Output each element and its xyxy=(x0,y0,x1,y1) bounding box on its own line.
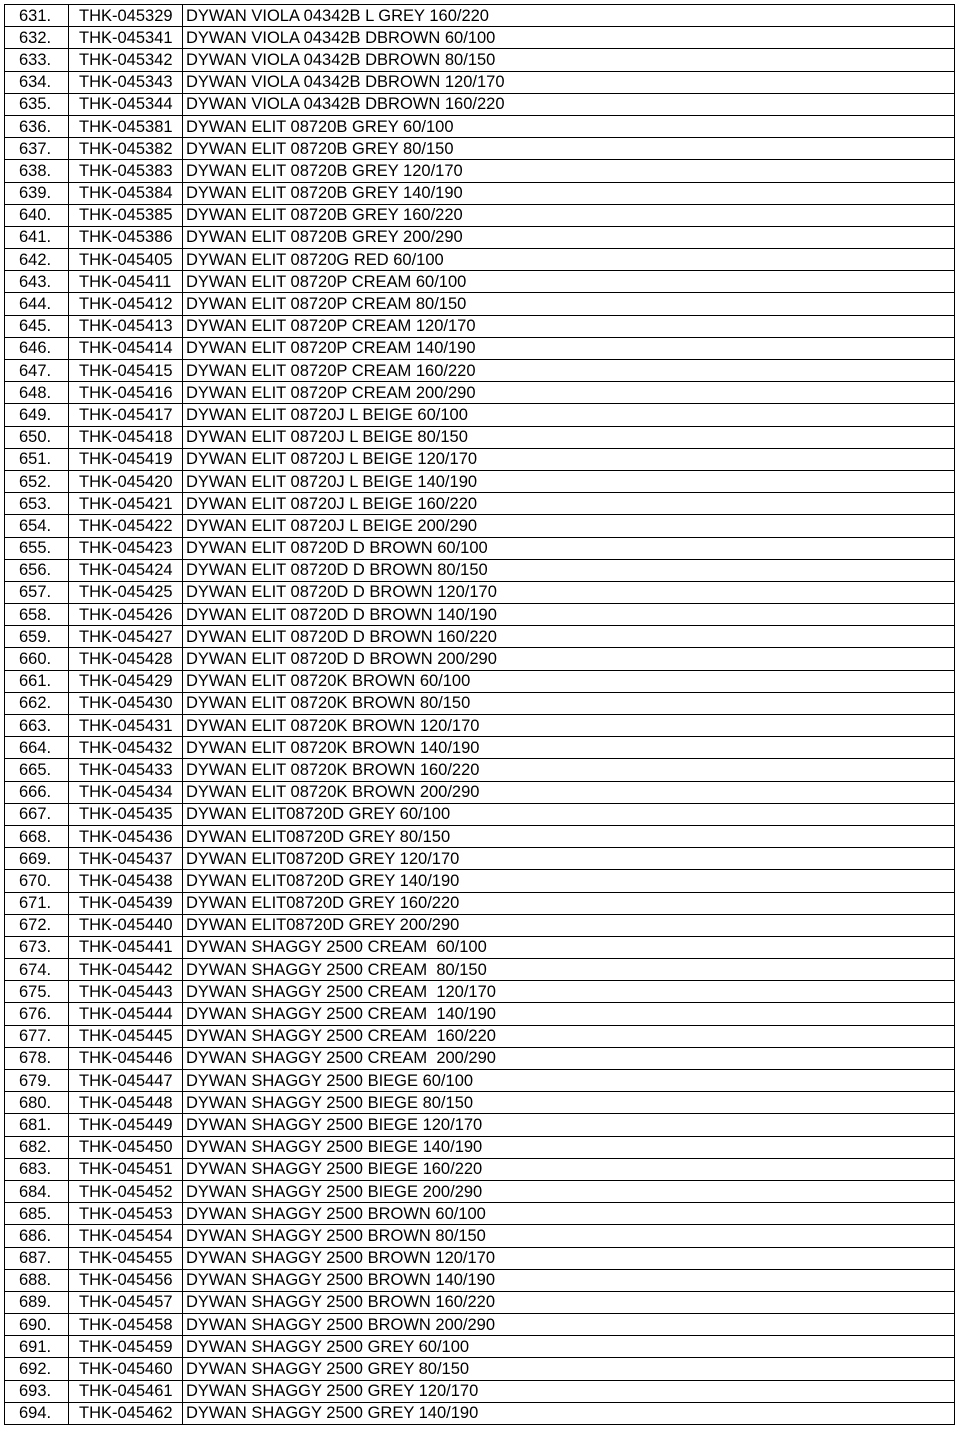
product-code-cell: THK-045449 xyxy=(69,1114,183,1136)
product-description-cell: DYWAN ELIT08720D GREY 160/220 xyxy=(183,892,955,914)
row-number-cell: 631. xyxy=(5,5,69,27)
product-code-cell: THK-045461 xyxy=(69,1380,183,1402)
product-code-cell: THK-045448 xyxy=(69,1092,183,1114)
product-description-cell: DYWAN VIOLA 04342B L GREY 160/220 xyxy=(183,5,955,27)
product-description-cell: DYWAN ELIT 08720P CREAM 160/220 xyxy=(183,360,955,382)
product-code-cell: THK-045441 xyxy=(69,936,183,958)
row-number-cell: 651. xyxy=(5,448,69,470)
row-number-cell: 669. xyxy=(5,848,69,870)
product-description-cell: DYWAN SHAGGY 2500 BROWN 140/190 xyxy=(183,1269,955,1291)
table-row xyxy=(5,626,955,648)
row-number-cell: 684. xyxy=(5,1180,69,1202)
product-description-cell: DYWAN ELIT 08720P CREAM 80/150 xyxy=(183,293,955,315)
product-description-cell: DYWAN SHAGGY 2500 GREY 60/100 xyxy=(183,1336,955,1358)
product-description-cell: DYWAN ELIT 08720K BROWN 200/290 xyxy=(183,781,955,803)
row-number-cell: 634. xyxy=(5,71,69,93)
row-number-cell: 673. xyxy=(5,936,69,958)
product-description-cell: DYWAN ELIT 08720J L BEIGE 200/290 xyxy=(183,515,955,537)
product-code-cell: THK-045342 xyxy=(69,49,183,71)
table-row xyxy=(5,1092,955,1114)
product-code-cell: THK-045411 xyxy=(69,271,183,293)
row-number-cell: 690. xyxy=(5,1314,69,1336)
product-description-cell: DYWAN SHAGGY 2500 CREAM 120/170 xyxy=(183,981,955,1003)
table-row xyxy=(5,448,955,470)
product-code-cell: THK-045381 xyxy=(69,115,183,137)
row-number-cell: 675. xyxy=(5,981,69,1003)
row-number-cell: 650. xyxy=(5,426,69,448)
product-description-cell: DYWAN SHAGGY 2500 BIEGE 160/220 xyxy=(183,1158,955,1180)
row-number-cell: 686. xyxy=(5,1225,69,1247)
table-row xyxy=(5,803,955,825)
table-row xyxy=(5,71,955,93)
row-number-cell: 632. xyxy=(5,27,69,49)
product-description-cell: DYWAN ELIT 08720J L BEIGE 160/220 xyxy=(183,493,955,515)
row-number-cell: 659. xyxy=(5,626,69,648)
product-code-cell: THK-045413 xyxy=(69,315,183,337)
product-table-body xyxy=(5,5,955,1425)
product-description-cell: DYWAN SHAGGY 2500 BROWN 200/290 xyxy=(183,1314,955,1336)
product-code-cell: THK-045430 xyxy=(69,692,183,714)
row-number-cell: 671. xyxy=(5,892,69,914)
product-description-cell: DYWAN SHAGGY 2500 GREY 120/170 xyxy=(183,1380,955,1402)
row-number-cell: 676. xyxy=(5,1003,69,1025)
product-code-cell: THK-045434 xyxy=(69,781,183,803)
product-description-cell: DYWAN ELIT 08720P CREAM 200/290 xyxy=(183,382,955,404)
product-description-cell: DYWAN SHAGGY 2500 BROWN 160/220 xyxy=(183,1291,955,1313)
product-code-cell: THK-045433 xyxy=(69,759,183,781)
product-code-cell: THK-045429 xyxy=(69,670,183,692)
product-code-cell: THK-045419 xyxy=(69,448,183,470)
product-description-cell: DYWAN SHAGGY 2500 BIEGE 200/290 xyxy=(183,1180,955,1202)
product-code-cell: THK-045452 xyxy=(69,1180,183,1202)
product-list-sheet xyxy=(4,4,955,1425)
row-number-cell: 656. xyxy=(5,559,69,581)
table-row xyxy=(5,493,955,515)
table-row xyxy=(5,138,955,160)
table-row xyxy=(5,781,955,803)
table-row xyxy=(5,360,955,382)
row-number-cell: 666. xyxy=(5,781,69,803)
row-number-cell: 661. xyxy=(5,670,69,692)
product-description-cell: DYWAN ELIT 08720D D BROWN 80/150 xyxy=(183,559,955,581)
table-row xyxy=(5,226,955,248)
product-code-cell: THK-045418 xyxy=(69,426,183,448)
product-code-cell: THK-045458 xyxy=(69,1314,183,1336)
table-row xyxy=(5,182,955,204)
product-code-cell: THK-045440 xyxy=(69,914,183,936)
table-row xyxy=(5,93,955,115)
product-description-cell: DYWAN VIOLA 04342B DBROWN 80/150 xyxy=(183,49,955,71)
table-row xyxy=(5,1402,955,1424)
product-code-cell: THK-045415 xyxy=(69,360,183,382)
product-description-cell: DYWAN ELIT 08720D D BROWN 140/190 xyxy=(183,604,955,626)
row-number-cell: 644. xyxy=(5,293,69,315)
row-number-cell: 679. xyxy=(5,1070,69,1092)
table-row xyxy=(5,249,955,271)
table-row xyxy=(5,759,955,781)
row-number-cell: 635. xyxy=(5,93,69,115)
row-number-cell: 648. xyxy=(5,382,69,404)
row-number-cell: 643. xyxy=(5,271,69,293)
product-description-cell: DYWAN ELIT 08720K BROWN 60/100 xyxy=(183,670,955,692)
product-description-cell: DYWAN ELIT 08720J L BEIGE 120/170 xyxy=(183,448,955,470)
table-row xyxy=(5,1314,955,1336)
table-row xyxy=(5,1003,955,1025)
row-number-cell: 642. xyxy=(5,249,69,271)
row-number-cell: 640. xyxy=(5,204,69,226)
product-code-cell: THK-045442 xyxy=(69,959,183,981)
row-number-cell: 639. xyxy=(5,182,69,204)
product-description-cell: DYWAN VIOLA 04342B DBROWN 60/100 xyxy=(183,27,955,49)
product-code-cell: THK-045450 xyxy=(69,1136,183,1158)
table-row xyxy=(5,848,955,870)
product-code-cell: THK-045420 xyxy=(69,470,183,492)
row-number-cell: 649. xyxy=(5,404,69,426)
product-description-cell: DYWAN ELIT 08720B GREY 160/220 xyxy=(183,204,955,226)
row-number-cell: 688. xyxy=(5,1269,69,1291)
table-row xyxy=(5,1158,955,1180)
table-row xyxy=(5,49,955,71)
table-row xyxy=(5,648,955,670)
row-number-cell: 689. xyxy=(5,1291,69,1313)
product-description-cell: DYWAN SHAGGY 2500 BIEGE 140/190 xyxy=(183,1136,955,1158)
row-number-cell: 677. xyxy=(5,1025,69,1047)
product-code-cell: THK-045424 xyxy=(69,559,183,581)
product-code-cell: THK-045460 xyxy=(69,1358,183,1380)
row-number-cell: 672. xyxy=(5,914,69,936)
product-code-cell: THK-045462 xyxy=(69,1402,183,1424)
product-code-cell: THK-045384 xyxy=(69,182,183,204)
product-description-cell: DYWAN ELIT 08720K BROWN 160/220 xyxy=(183,759,955,781)
product-code-cell: THK-045385 xyxy=(69,204,183,226)
product-code-cell: THK-045343 xyxy=(69,71,183,93)
product-code-cell: THK-045405 xyxy=(69,249,183,271)
table-row xyxy=(5,1291,955,1313)
table-row xyxy=(5,537,955,559)
product-description-cell: DYWAN VIOLA 04342B DBROWN 120/170 xyxy=(183,71,955,93)
table-row xyxy=(5,160,955,182)
product-code-cell: THK-045329 xyxy=(69,5,183,27)
row-number-cell: 692. xyxy=(5,1358,69,1380)
row-number-cell: 658. xyxy=(5,604,69,626)
product-description-cell: DYWAN ELIT 08720B GREY 200/290 xyxy=(183,226,955,248)
product-description-cell: DYWAN ELIT 08720K BROWN 80/150 xyxy=(183,692,955,714)
table-row xyxy=(5,1203,955,1225)
product-description-cell: DYWAN ELIT 08720B GREY 140/190 xyxy=(183,182,955,204)
product-description-cell: DYWAN ELIT 08720D D BROWN 160/220 xyxy=(183,626,955,648)
row-number-cell: 685. xyxy=(5,1203,69,1225)
product-code-cell: THK-045344 xyxy=(69,93,183,115)
table-row xyxy=(5,404,955,426)
product-code-cell: THK-045414 xyxy=(69,337,183,359)
table-row xyxy=(5,1047,955,1069)
product-description-cell: DYWAN ELIT 08720D D BROWN 60/100 xyxy=(183,537,955,559)
table-row xyxy=(5,204,955,226)
product-code-cell: THK-045456 xyxy=(69,1269,183,1291)
row-number-cell: 654. xyxy=(5,515,69,537)
table-row xyxy=(5,315,955,337)
table-row xyxy=(5,604,955,626)
product-code-cell: THK-045431 xyxy=(69,715,183,737)
table-row xyxy=(5,5,955,27)
table-row xyxy=(5,1380,955,1402)
product-description-cell: DYWAN SHAGGY 2500 CREAM 60/100 xyxy=(183,936,955,958)
table-row xyxy=(5,737,955,759)
product-description-cell: DYWAN SHAGGY 2500 BIEGE 120/170 xyxy=(183,1114,955,1136)
table-row xyxy=(5,515,955,537)
product-code-cell: THK-045416 xyxy=(69,382,183,404)
product-code-cell: THK-045417 xyxy=(69,404,183,426)
product-code-cell: THK-045447 xyxy=(69,1070,183,1092)
product-description-cell: DYWAN VIOLA 04342B DBROWN 160/220 xyxy=(183,93,955,115)
row-number-cell: 647. xyxy=(5,360,69,382)
product-description-cell: DYWAN ELIT 08720B GREY 80/150 xyxy=(183,138,955,160)
product-code-cell: THK-045421 xyxy=(69,493,183,515)
product-code-cell: THK-045436 xyxy=(69,825,183,847)
product-description-cell: DYWAN SHAGGY 2500 CREAM 200/290 xyxy=(183,1047,955,1069)
row-number-cell: 638. xyxy=(5,160,69,182)
product-description-cell: DYWAN SHAGGY 2500 CREAM 160/220 xyxy=(183,1025,955,1047)
table-row xyxy=(5,670,955,692)
product-code-cell: THK-045453 xyxy=(69,1203,183,1225)
table-row xyxy=(5,382,955,404)
row-number-cell: 665. xyxy=(5,759,69,781)
product-code-cell: THK-045432 xyxy=(69,737,183,759)
table-row xyxy=(5,870,955,892)
product-description-cell: DYWAN ELIT 08720B GREY 60/100 xyxy=(183,115,955,137)
row-number-cell: 655. xyxy=(5,537,69,559)
product-code-cell: THK-045445 xyxy=(69,1025,183,1047)
table-row xyxy=(5,892,955,914)
product-code-cell: THK-045451 xyxy=(69,1158,183,1180)
table-row xyxy=(5,1247,955,1269)
product-code-cell: THK-045425 xyxy=(69,581,183,603)
row-number-cell: 645. xyxy=(5,315,69,337)
product-description-cell: DYWAN SHAGGY 2500 BIEGE 80/150 xyxy=(183,1092,955,1114)
product-description-cell: DYWAN SHAGGY 2500 BROWN 80/150 xyxy=(183,1225,955,1247)
table-row xyxy=(5,959,955,981)
table-row xyxy=(5,1025,955,1047)
product-code-cell: THK-045459 xyxy=(69,1336,183,1358)
table-row xyxy=(5,559,955,581)
row-number-cell: 687. xyxy=(5,1247,69,1269)
product-description-cell: DYWAN ELIT 08720J L BEIGE 80/150 xyxy=(183,426,955,448)
table-row xyxy=(5,426,955,448)
table-row xyxy=(5,981,955,1003)
row-number-cell: 646. xyxy=(5,337,69,359)
product-description-cell: DYWAN ELIT 08720K BROWN 140/190 xyxy=(183,737,955,759)
row-number-cell: 667. xyxy=(5,803,69,825)
table-row xyxy=(5,936,955,958)
table-row xyxy=(5,1136,955,1158)
table-row xyxy=(5,1269,955,1291)
table-row xyxy=(5,1114,955,1136)
product-code-cell: THK-045435 xyxy=(69,803,183,825)
product-description-cell: DYWAN ELIT 08720P CREAM 120/170 xyxy=(183,315,955,337)
table-row xyxy=(5,581,955,603)
row-number-cell: 663. xyxy=(5,715,69,737)
product-code-cell: THK-045455 xyxy=(69,1247,183,1269)
table-row xyxy=(5,470,955,492)
product-code-cell: THK-045438 xyxy=(69,870,183,892)
product-description-cell: DYWAN SHAGGY 2500 BIEGE 60/100 xyxy=(183,1070,955,1092)
product-description-cell: DYWAN ELIT08720D GREY 200/290 xyxy=(183,914,955,936)
row-number-cell: 683. xyxy=(5,1158,69,1180)
table-row xyxy=(5,1070,955,1092)
row-number-cell: 668. xyxy=(5,825,69,847)
product-code-cell: THK-045412 xyxy=(69,293,183,315)
product-code-cell: THK-045444 xyxy=(69,1003,183,1025)
product-code-cell: THK-045426 xyxy=(69,604,183,626)
row-number-cell: 682. xyxy=(5,1136,69,1158)
product-description-cell: DYWAN ELIT 08720D D BROWN 120/170 xyxy=(183,581,955,603)
product-code-cell: THK-045428 xyxy=(69,648,183,670)
row-number-cell: 633. xyxy=(5,49,69,71)
row-number-cell: 674. xyxy=(5,959,69,981)
table-row xyxy=(5,1180,955,1202)
product-description-cell: DYWAN ELIT 08720J L BEIGE 140/190 xyxy=(183,470,955,492)
product-description-cell: DYWAN ELIT 08720B GREY 120/170 xyxy=(183,160,955,182)
product-code-cell: THK-045423 xyxy=(69,537,183,559)
product-code-cell: THK-045382 xyxy=(69,138,183,160)
row-number-cell: 636. xyxy=(5,115,69,137)
product-description-cell: DYWAN ELIT08720D GREY 60/100 xyxy=(183,803,955,825)
table-row xyxy=(5,337,955,359)
row-number-cell: 641. xyxy=(5,226,69,248)
product-description-cell: DYWAN SHAGGY 2500 CREAM 80/150 xyxy=(183,959,955,981)
row-number-cell: 681. xyxy=(5,1114,69,1136)
row-number-cell: 678. xyxy=(5,1047,69,1069)
table-row xyxy=(5,692,955,714)
product-code-cell: THK-045443 xyxy=(69,981,183,1003)
product-description-cell: DYWAN SHAGGY 2500 BROWN 120/170 xyxy=(183,1247,955,1269)
product-code-cell: THK-045422 xyxy=(69,515,183,537)
product-table xyxy=(4,4,955,1425)
product-description-cell: DYWAN ELIT 08720K BROWN 120/170 xyxy=(183,715,955,737)
product-code-cell: THK-045427 xyxy=(69,626,183,648)
product-description-cell: DYWAN SHAGGY 2500 GREY 80/150 xyxy=(183,1358,955,1380)
row-number-cell: 670. xyxy=(5,870,69,892)
product-description-cell: DYWAN SHAGGY 2500 BROWN 60/100 xyxy=(183,1203,955,1225)
row-number-cell: 652. xyxy=(5,470,69,492)
table-row xyxy=(5,825,955,847)
row-number-cell: 657. xyxy=(5,581,69,603)
product-code-cell: THK-045341 xyxy=(69,27,183,49)
product-code-cell: THK-045446 xyxy=(69,1047,183,1069)
table-row xyxy=(5,1358,955,1380)
product-code-cell: THK-045386 xyxy=(69,226,183,248)
row-number-cell: 662. xyxy=(5,692,69,714)
product-description-cell: DYWAN ELIT08720D GREY 80/150 xyxy=(183,825,955,847)
table-row xyxy=(5,271,955,293)
product-code-cell: THK-045457 xyxy=(69,1291,183,1313)
row-number-cell: 693. xyxy=(5,1380,69,1402)
product-code-cell: THK-045439 xyxy=(69,892,183,914)
row-number-cell: 694. xyxy=(5,1402,69,1424)
table-row xyxy=(5,115,955,137)
row-number-cell: 664. xyxy=(5,737,69,759)
row-number-cell: 680. xyxy=(5,1092,69,1114)
table-row xyxy=(5,914,955,936)
product-code-cell: THK-045383 xyxy=(69,160,183,182)
product-description-cell: DYWAN ELIT 08720G RED 60/100 xyxy=(183,249,955,271)
table-row xyxy=(5,715,955,737)
product-description-cell: DYWAN ELIT08720D GREY 120/170 xyxy=(183,848,955,870)
row-number-cell: 660. xyxy=(5,648,69,670)
product-description-cell: DYWAN ELIT 08720P CREAM 140/190 xyxy=(183,337,955,359)
table-row xyxy=(5,293,955,315)
table-row xyxy=(5,27,955,49)
product-description-cell: DYWAN ELIT 08720J L BEIGE 60/100 xyxy=(183,404,955,426)
product-description-cell: DYWAN ELIT 08720P CREAM 60/100 xyxy=(183,271,955,293)
table-row xyxy=(5,1336,955,1358)
table-row xyxy=(5,1225,955,1247)
product-description-cell: DYWAN ELIT 08720D D BROWN 200/290 xyxy=(183,648,955,670)
product-description-cell: DYWAN ELIT08720D GREY 140/190 xyxy=(183,870,955,892)
row-number-cell: 691. xyxy=(5,1336,69,1358)
product-code-cell: THK-045437 xyxy=(69,848,183,870)
row-number-cell: 637. xyxy=(5,138,69,160)
product-code-cell: THK-045454 xyxy=(69,1225,183,1247)
product-description-cell: DYWAN SHAGGY 2500 GREY 140/190 xyxy=(183,1402,955,1424)
product-description-cell: DYWAN SHAGGY 2500 CREAM 140/190 xyxy=(183,1003,955,1025)
row-number-cell: 653. xyxy=(5,493,69,515)
